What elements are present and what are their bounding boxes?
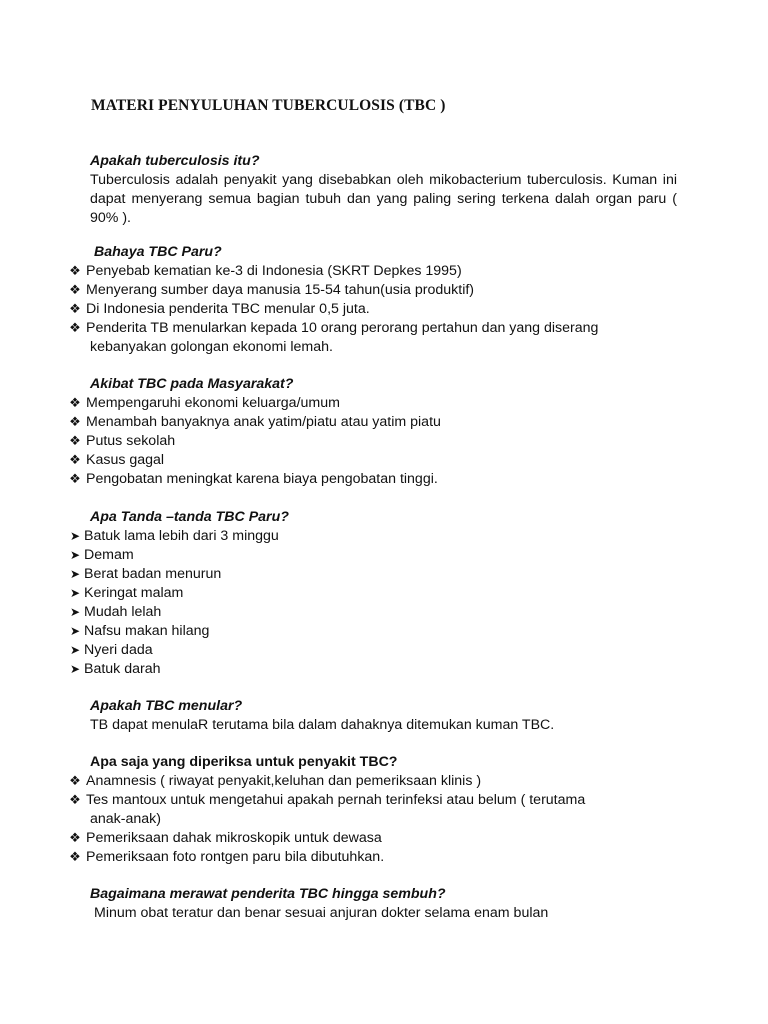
section-heading: Apa saja yang diperiksa untuk penyakit TBC? <box>90 754 398 770</box>
list-item: ❖ Menyerang sumber daya manusia 15-54 tahun(usia produktif) <box>0 281 678 300</box>
section-what-is-tb <box>0 152 768 228</box>
arrow-bullet-icon: ➤ <box>69 605 81 619</box>
list-item: ❖ Kasus gagal <box>0 451 678 470</box>
list-item: ❖ Pemeriksaan foto rontgen paru bila dibutuhkan. <box>0 848 678 867</box>
list-item: ➤ Keringat malam <box>0 584 676 603</box>
list-item: ➤ Batuk lama lebih dari 3 minggu <box>0 527 676 546</box>
arrow-bullet-icon: ➤ <box>69 624 81 638</box>
arrow-bullet-icon: ➤ <box>69 662 81 676</box>
section-tanda <box>0 508 768 679</box>
page-title: MATERI PENYULUHAN TUBERCULOSIS (TBC ) <box>91 97 446 114</box>
bullet-list <box>0 394 768 489</box>
arrow-bullet-icon: ➤ <box>69 586 81 600</box>
list-item-continuation: anak-anak) <box>90 811 161 827</box>
list-item: ❖ Penderita TB menularkan kepada 10 orang perorang pertahun dan yang diserang <box>0 319 678 338</box>
list-item: ❖ Pemeriksaan dahak mikroskopik untuk dewasa <box>0 829 678 848</box>
diamond-bullet-icon: ❖ <box>69 264 81 279</box>
diamond-bullet-icon: ❖ <box>69 434 81 449</box>
list-item: ➤ Nyeri dada <box>0 641 676 660</box>
diamond-bullet-icon: ❖ <box>69 321 81 336</box>
section-paragraph: Minum obat teratur dan benar sesuai anjuran dokter selama enam bulan <box>94 905 549 921</box>
list-item: ➤ Batuk darah <box>0 660 676 679</box>
diamond-bullet-icon: ❖ <box>69 793 81 808</box>
diamond-bullet-icon: ❖ <box>69 850 81 865</box>
section-heading: Apakah tuberculosis itu? <box>90 153 260 169</box>
list-item: ❖ Anamnesis ( riwayat penyakit,keluhan dan pemeriksaan klinis ) <box>0 772 678 791</box>
list-item: ➤ Mudah lelah <box>0 603 676 622</box>
list-item: ➤ Demam <box>0 546 676 565</box>
bullet-list <box>0 262 768 338</box>
section-diperiksa <box>0 753 768 867</box>
diamond-bullet-icon: ❖ <box>69 774 81 789</box>
section-bahaya <box>0 243 768 357</box>
section-heading: Apakah TBC menular? <box>90 698 243 714</box>
list-item: ➤ Nafsu makan hilang <box>0 622 676 641</box>
bullet-list <box>0 829 768 867</box>
section-paragraph: TB dapat menulaR terutama bila dalam dahaknya ditemukan kuman TBC. <box>90 717 555 733</box>
arrow-bullet-icon: ➤ <box>69 643 81 657</box>
section-akibat <box>0 375 768 489</box>
diamond-bullet-icon: ❖ <box>69 453 81 468</box>
diamond-bullet-icon: ❖ <box>69 415 81 430</box>
section-heading: Apa Tanda –tanda TBC Paru? <box>90 509 289 525</box>
diamond-bullet-icon: ❖ <box>69 831 81 846</box>
arrow-list <box>0 527 768 679</box>
diamond-bullet-icon: ❖ <box>69 396 81 411</box>
diamond-bullet-icon: ❖ <box>69 472 81 487</box>
diamond-bullet-icon: ❖ <box>69 302 81 317</box>
section-paragraph: Tuberculosis adalah penyakit yang disebabkan oleh mikobacterium tuberculosis. Kuman ini dapat menyerang semua bagian tubuh dan yang paling sering terkena dalah organ paru ( 90% ). <box>90 172 677 226</box>
arrow-bullet-icon: ➤ <box>69 567 81 581</box>
diamond-bullet-icon: ❖ <box>69 283 81 298</box>
section-heading: Bahaya TBC Paru? <box>94 244 222 260</box>
list-item: ➤ Berat badan menurun <box>0 565 676 584</box>
list-item: ❖ Pengobatan meningkat karena biaya pengobatan tinggi. <box>0 470 678 489</box>
arrow-bullet-icon: ➤ <box>69 529 81 543</box>
list-item: ❖ Penyebab kematian ke-3 di Indonesia (SKRT Depkes 1995) <box>0 262 678 281</box>
section-merawat <box>0 885 768 923</box>
list-item: ❖ Tes mantoux untuk mengetahui apakah pernah terinfeksi atau belum ( terutama <box>0 791 678 810</box>
list-item-continuation: kebanyakan golongan ekonomi lemah. <box>90 339 333 355</box>
bullet-list <box>0 772 768 810</box>
section-menular <box>0 697 768 735</box>
list-item: ❖ Di Indonesia penderita TBC menular 0,5 juta. <box>0 300 678 319</box>
arrow-bullet-icon: ➤ <box>69 548 81 562</box>
section-heading: Bagaimana merawat penderita TBC hingga sembuh? <box>90 886 446 902</box>
list-item: ❖ Menambah banyaknya anak yatim/piatu atau yatim piatu <box>0 413 678 432</box>
section-heading: Akibat TBC pada Masyarakat? <box>90 376 294 392</box>
list-item: ❖ Putus sekolah <box>0 432 678 451</box>
list-item: ❖ Mempengaruhi ekonomi keluarga/umum <box>0 394 678 413</box>
